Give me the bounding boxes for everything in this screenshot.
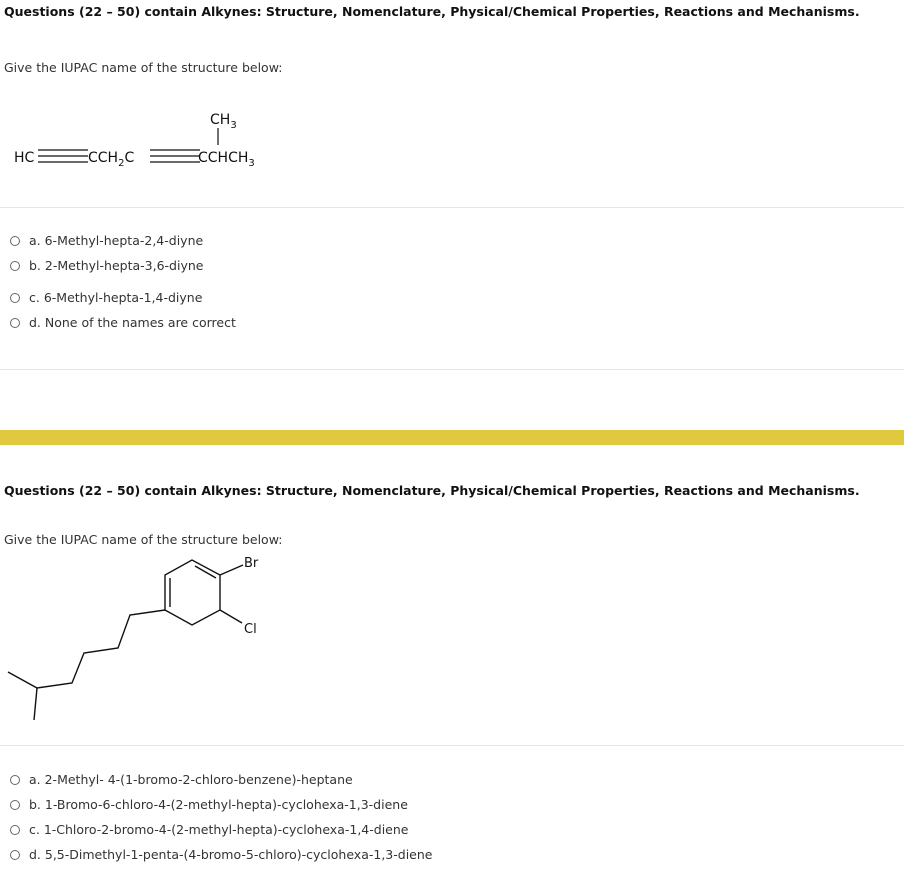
- q2-option-a[interactable]: [10, 772, 353, 787]
- question-1-header: Questions (22 – 50) contain Alkynes: Structure, Nomenclature, Physical/Chemical Properties, Reactions and Mechanisms.: [4, 4, 860, 19]
- radio-button[interactable]: [10, 261, 20, 271]
- option-label: b. 2-Methyl-hepta-3,6-diyne: [29, 258, 204, 273]
- radio-button[interactable]: [10, 318, 20, 328]
- q2-option-d[interactable]: [10, 847, 432, 862]
- option-label: d. 5,5-Dimethyl-1-penta-(4-bromo-5-chloro)-cyclohexa-1,3-diene: [29, 847, 433, 862]
- q2-option-b[interactable]: [10, 797, 408, 812]
- q1-option-c[interactable]: [10, 290, 202, 305]
- question-1-prompt: Give the IUPAC name of the structure below:: [4, 60, 283, 75]
- hc-label: HC: [14, 150, 35, 166]
- divider: [0, 369, 904, 370]
- radio-button[interactable]: [10, 800, 20, 810]
- divider: [0, 745, 904, 746]
- radio-button[interactable]: [10, 850, 20, 860]
- question-2-prompt: Give the IUPAC name of the structure below:: [4, 532, 283, 547]
- alkyne-structure: [0, 100, 300, 180]
- cch2c-label: $CCH_2C$: [88, 150, 135, 169]
- radio-button[interactable]: [10, 775, 20, 785]
- question-2-header: Questions (22 – 50) contain Alkynes: Structure, Nomenclature, Physical/Chemical Properties, Reactions and Mechanisms.: [4, 483, 860, 498]
- q1-option-d[interactable]: [10, 315, 236, 330]
- cl-label: Cl: [244, 622, 257, 637]
- cchch3-label: $CCHCH_3$: [198, 150, 255, 169]
- ch3-label: $CH_3$: [210, 112, 237, 131]
- q1-option-b[interactable]: [10, 258, 203, 273]
- divider: [0, 207, 904, 208]
- option-label: c. 6-Methyl-hepta-1,4-diyne: [29, 290, 203, 305]
- option-label: d. None of the names are correct: [29, 315, 236, 330]
- option-label: a. 6-Methyl-hepta-2,4-diyne: [29, 233, 204, 248]
- radio-button[interactable]: [10, 236, 20, 246]
- radio-button[interactable]: [10, 293, 20, 303]
- radio-button[interactable]: [10, 825, 20, 835]
- q1-option-a[interactable]: [10, 233, 203, 248]
- option-label: a. 2-Methyl- 4-(1-bromo-2-chloro-benzene)-heptane: [29, 772, 353, 787]
- option-label: c. 1-Chloro-2-bromo-4-(2-methyl-hepta)-cyclohexa-1,4-diene: [29, 822, 409, 837]
- option-label: b. 1-Bromo-6-chloro-4-(2-methyl-hepta)-cyclohexa-1,3-diene: [29, 797, 408, 812]
- q2-option-c[interactable]: [10, 822, 408, 837]
- section-separator-band: [0, 430, 904, 445]
- br-label: Br: [244, 556, 259, 571]
- cyclohexadiene-structure: [0, 545, 300, 730]
